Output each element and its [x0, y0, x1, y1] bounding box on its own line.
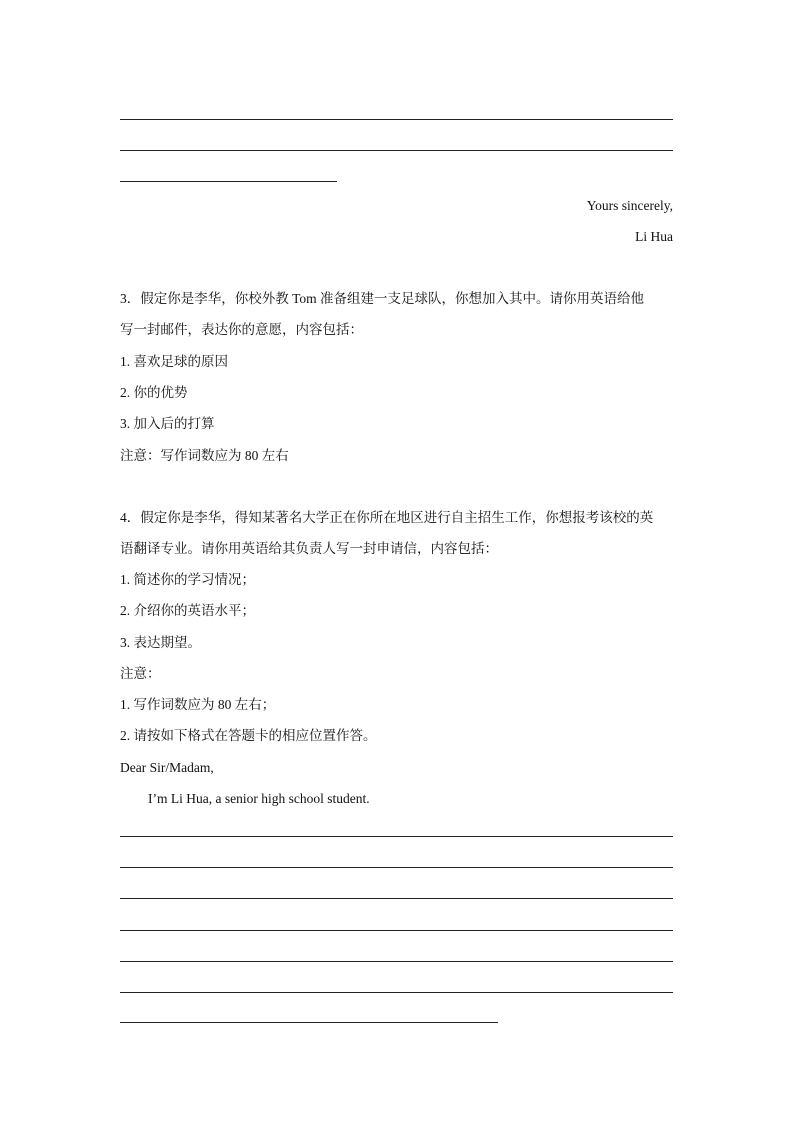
task4-point: 1. 简述你的学习情况；	[120, 572, 255, 587]
task4-point: 2. 介绍你的英语水平；	[120, 603, 255, 618]
answer-line	[120, 898, 673, 899]
task3-prompt-line1: 3．假定你是李华，你校外教 Tom 准备组建一支足球队，你想加入其中。请你用英语给他	[120, 291, 645, 306]
answer-line	[120, 867, 673, 868]
closing-signoff: Yours sincerely,	[586, 198, 673, 213]
closing-name: Li Hua	[635, 229, 673, 244]
letter-salutation: Dear Sir/Madam,	[120, 760, 214, 775]
letter-opening: I’m Li Hua, a senior high school student.	[148, 791, 370, 806]
task3-note: 注意：写作词数应为 80 左右	[120, 448, 289, 463]
answer-line	[120, 992, 673, 993]
task4-point: 3. 表达期望。	[120, 635, 201, 650]
answer-line	[120, 119, 673, 120]
answer-line-short	[120, 1022, 498, 1023]
answer-line	[120, 150, 673, 151]
answer-line	[120, 961, 673, 962]
task4-prompt-line2: 语翻译专业。请你用英语给其负责人写一封申请信，内容包括：	[120, 541, 498, 556]
task3-point: 1. 喜欢足球的原因	[120, 354, 228, 369]
task3-point: 3. 加入后的打算	[120, 416, 215, 431]
task3-prompt-line2: 写一封邮件，表达你的意愿，内容包括：	[120, 322, 363, 337]
task3-point: 2. 你的优势	[120, 385, 188, 400]
task4-note-title: 注意：	[120, 666, 161, 681]
task4-note: 2. 请按如下格式在答题卡的相应位置作答。	[120, 728, 377, 743]
answer-line	[120, 930, 673, 931]
answer-line	[120, 836, 673, 837]
task4-note: 1. 写作词数应为 80 左右；	[120, 697, 276, 712]
task4-prompt-line1: 4．假定你是李华，得知某著名大学正在你所在地区进行自主招生工作，你想报考该校的英	[120, 510, 654, 525]
answer-line-short	[120, 181, 337, 182]
